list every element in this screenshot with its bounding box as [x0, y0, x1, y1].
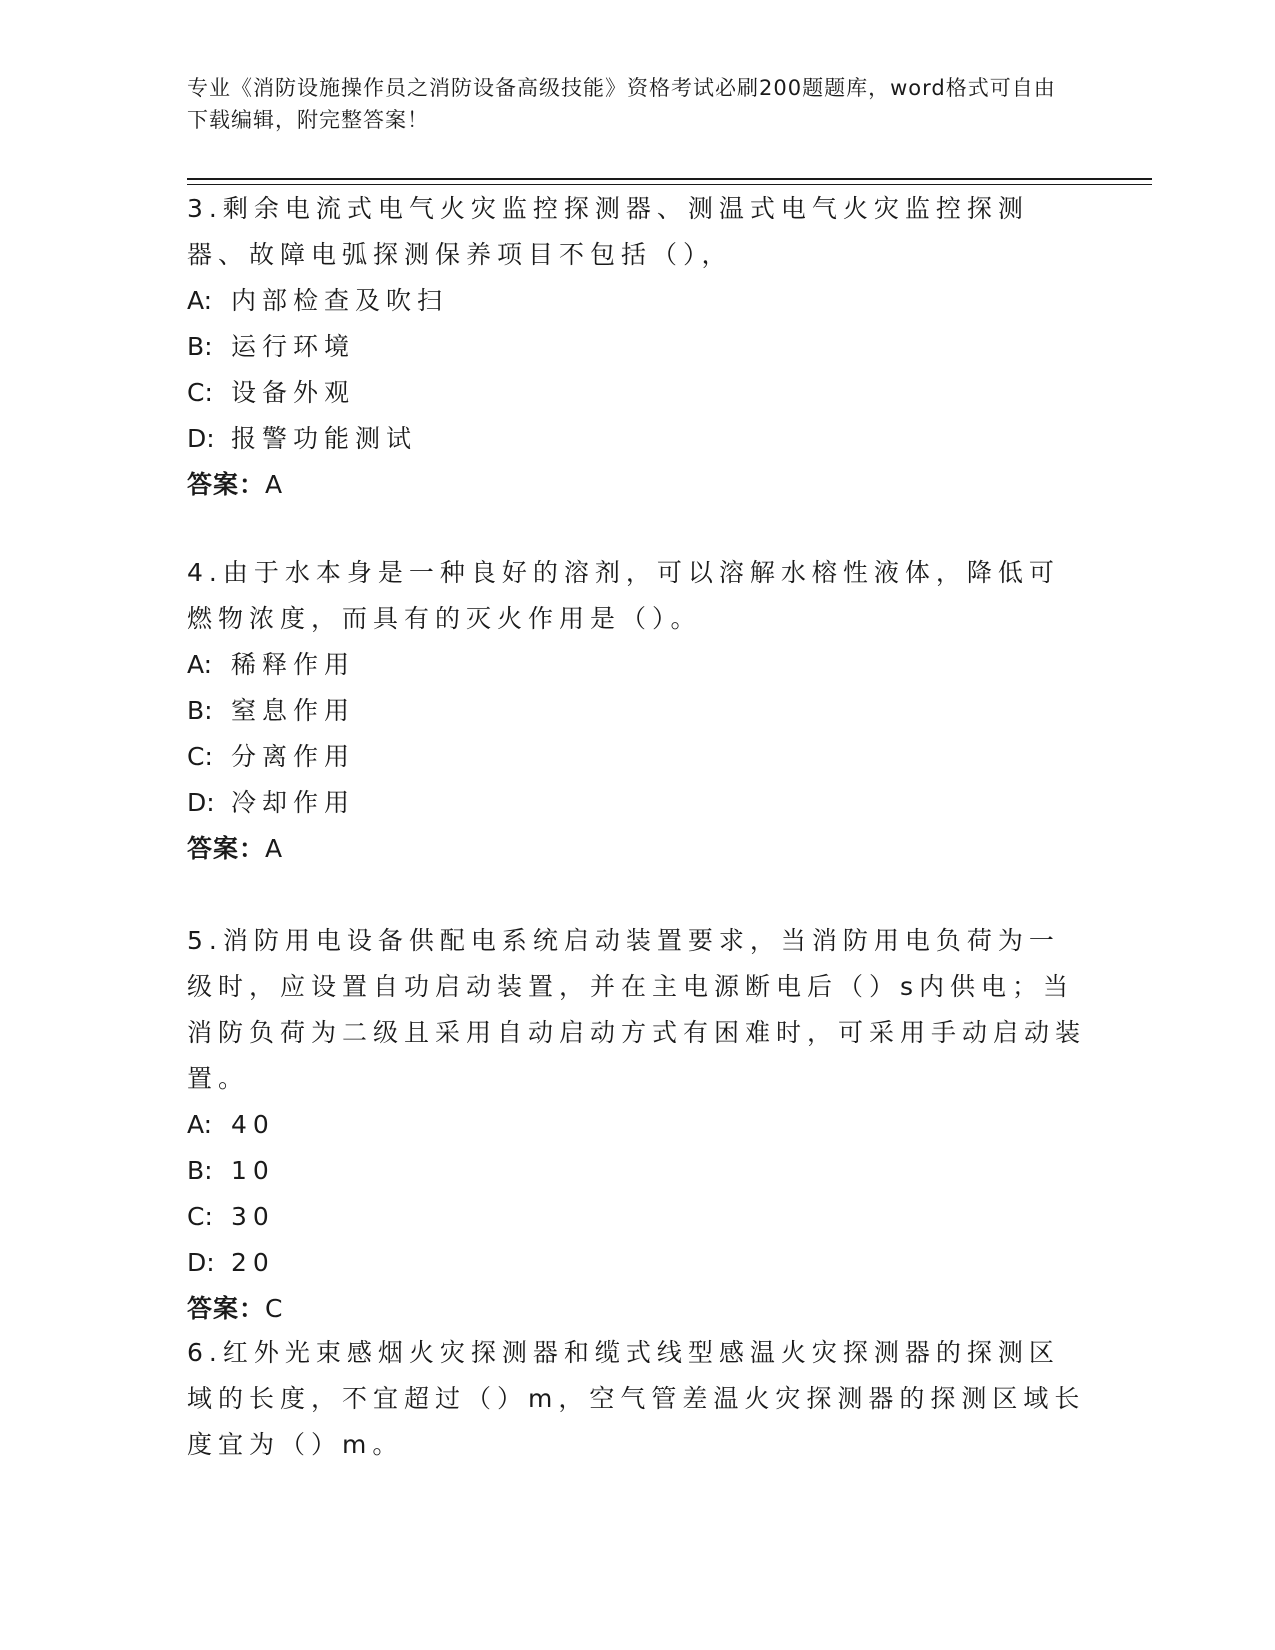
question-6: [187, 1330, 1087, 1468]
option-key: D:: [187, 424, 215, 453]
document-header: 专业《消防设施操作员之消防设备高级技能》资格考试必刷200题题库，word格式可自由下载编辑，附完整答案！: [187, 76, 1056, 132]
option-c: [187, 370, 1087, 416]
question-stem: 6.红外光束感烟火灾探测器和缆式线型感温火灾探测器的探测区域的长度，不宜超过（）m，空气管差温火灾探测器的探测区域长度宜为（）m。: [187, 1338, 1086, 1459]
option-key: C:: [187, 1202, 213, 1231]
option-text: 20: [231, 1248, 275, 1277]
option-a: [187, 278, 1087, 324]
option-key: A:: [187, 286, 213, 315]
option-text: 报警功能测试: [231, 424, 418, 453]
answer-label: 答案：: [187, 470, 266, 499]
question-stem: 5.消防用电设备供配电系统启动装置要求，当消防用电负荷为一级时，应设置自功启动装置，并在主电源断电后（）s内供电；当消防负荷为二级且采用自动启动方式有困难时，可采用手动启动装置。: [187, 926, 1087, 1093]
option-text: 40: [231, 1110, 275, 1139]
option-d: [187, 416, 1087, 462]
question-stem: 3.剩余电流式电气火灾监控探测器、测温式电气火灾监控探测器、故障电弧探测保养项目不包括（），: [187, 194, 1029, 269]
option-b: [187, 688, 1087, 734]
option-text: 运行环境: [231, 332, 356, 361]
option-key: B:: [187, 1156, 213, 1185]
answer-label: 答案：: [187, 1294, 266, 1323]
option-key: A:: [187, 1110, 213, 1139]
header-divider: [187, 178, 1152, 180]
answer-line: [187, 826, 1087, 872]
option-d: [187, 780, 1087, 826]
answer-line: [187, 462, 1087, 508]
question-4: [187, 550, 1087, 872]
option-key: D:: [187, 788, 215, 817]
answer-label: 答案：: [187, 834, 266, 863]
option-text: 设备外观: [231, 378, 356, 407]
answer-value: C: [265, 1294, 284, 1323]
option-key: C:: [187, 742, 213, 771]
answer-line: [187, 1286, 1087, 1332]
option-key: C:: [187, 378, 213, 407]
question-5: [187, 918, 1087, 1332]
header-divider-thin: [187, 184, 1152, 185]
option-key: D:: [187, 1248, 215, 1277]
option-b: [187, 1148, 1087, 1194]
option-text: 稀释作用: [231, 650, 356, 679]
option-text: 30: [231, 1202, 275, 1231]
option-key: B:: [187, 332, 213, 361]
option-text: 冷却作用: [231, 788, 356, 817]
option-key: A:: [187, 650, 213, 679]
question-3: [187, 186, 1087, 508]
answer-value: A: [265, 834, 284, 863]
option-a: [187, 642, 1087, 688]
option-d: [187, 1240, 1087, 1286]
option-a: [187, 1102, 1087, 1148]
option-text: 窒息作用: [231, 696, 356, 725]
option-text: 内部检查及吹扫: [231, 286, 449, 315]
option-c: [187, 1194, 1087, 1240]
option-c: [187, 734, 1087, 780]
option-text: 10: [231, 1156, 275, 1185]
option-text: 分离作用: [231, 742, 356, 771]
answer-value: A: [265, 470, 284, 499]
option-b: [187, 324, 1087, 370]
question-stem: 4.由于水本身是一种良好的溶剂，可以溶解水榕性液体，降低可燃物浓度，而具有的灭火作用是（）。: [187, 558, 1060, 633]
option-key: B:: [187, 696, 213, 725]
